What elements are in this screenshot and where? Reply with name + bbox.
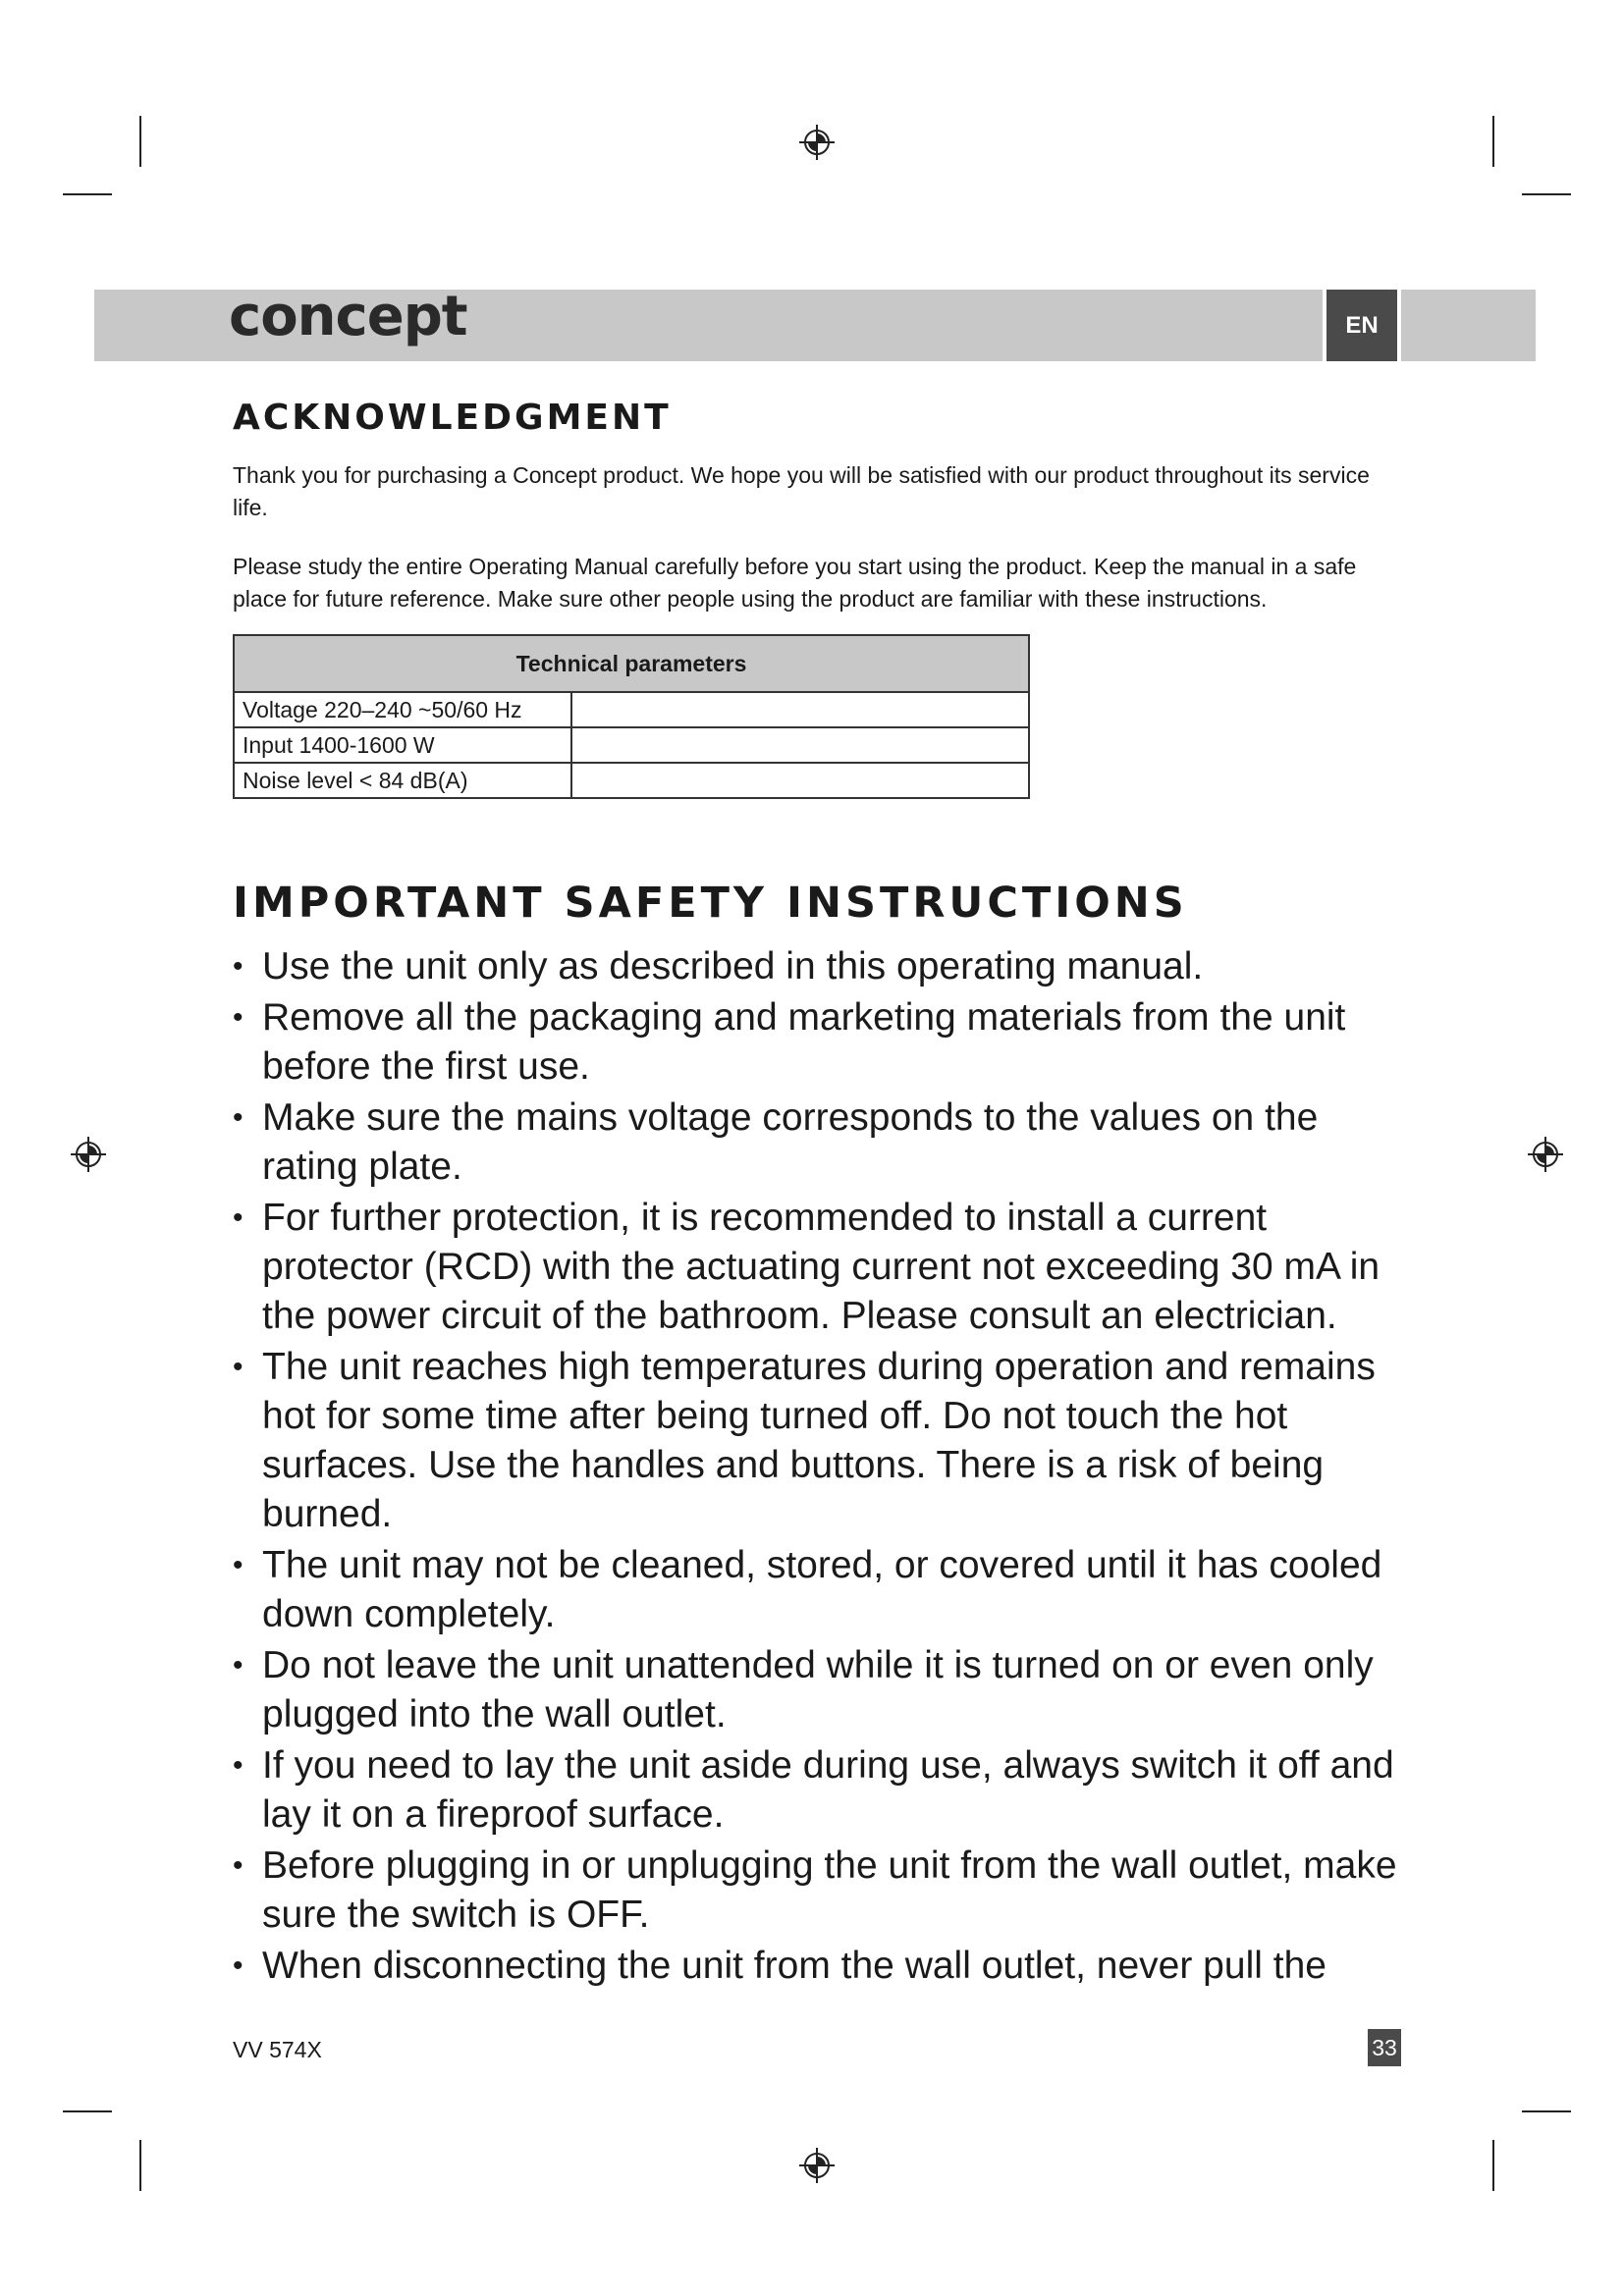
registration-mark-icon <box>799 2148 835 2183</box>
list-item: • Use the unit only as described in this operating manual. <box>233 942 1411 991</box>
list-item: • The unit may not be cleaned, stored, or covered until it has cooled down completely. <box>233 1541 1411 1639</box>
crop-mark <box>139 116 141 167</box>
list-item: • When disconnecting the unit from the wall outlet, never pull the <box>233 1942 1411 1991</box>
list-item: • For further protection, it is recommended to install a current protector (RCD) with the actuating current not exceeding 30 mA in the power circuit of the bathroom. Please consult an electrician. <box>233 1194 1411 1341</box>
technical-parameters-table <box>233 634 1030 799</box>
table-header: Technical parameters <box>234 635 1029 692</box>
table-cell-value <box>571 763 1029 798</box>
list-item: • Make sure the mains voltage corresponds to the values on the rating plate. <box>233 1094 1411 1192</box>
table-row <box>234 763 1029 798</box>
model-number: VV 574X <box>233 2037 322 2062</box>
brand-logo: concept <box>229 285 467 348</box>
list-item: • The unit reaches high temperatures during operation and remains hot for some time after being turned off. Do not touch the hot surfaces. Use the handles and buttons. There is a risk of being burned. <box>233 1343 1411 1539</box>
table-cell-label: Input 1400-1600 W <box>234 727 571 763</box>
list-item: • Do not leave the unit unattended while it is turned on or even only plugged into the wall outlet. <box>233 1641 1411 1739</box>
list-item: • Remove all the packaging and marketing materials from the unit before the first use. <box>233 993 1411 1092</box>
list-item: • If you need to lay the unit aside during use, always switch it off and lay it on a fireproof surface. <box>233 1741 1411 1840</box>
language-badge: EN <box>1323 290 1401 361</box>
crop-mark <box>63 193 112 195</box>
acknowledgment-title: ACKNOWLEDGMENT <box>233 398 672 438</box>
table-cell-value <box>571 692 1029 727</box>
crop-mark <box>1492 2140 1494 2191</box>
table-cell-label: Noise level < 84 dB(A) <box>234 763 571 798</box>
crop-mark <box>139 2140 141 2191</box>
crop-mark <box>1522 2110 1571 2112</box>
safety-list <box>233 942 1411 1993</box>
table-row <box>234 692 1029 727</box>
registration-mark-icon <box>71 1137 106 1172</box>
page-number: 33 <box>1368 2029 1401 2066</box>
safety-title: IMPORTANT SAFETY INSTRUCTIONS <box>233 879 1188 928</box>
crop-mark <box>63 2110 112 2112</box>
table-cell-value <box>571 727 1029 763</box>
registration-mark-icon <box>1528 1137 1563 1172</box>
table-row <box>234 727 1029 763</box>
list-item: • Before plugging in or unplugging the unit from the wall outlet, make sure the switch is OFF. <box>233 1842 1411 1940</box>
registration-mark-icon <box>799 125 835 160</box>
acknowledgment-paragraph-1: Thank you for purchasing a Concept product. We hope you will be satisfied with our product throughout its service life. <box>233 462 1370 520</box>
acknowledgment-paragraph-2: Please study the entire Operating Manual carefully before you start using the product. Keep the manual in a safe place for future reference. Make sure other people using the product are familiar with these instructions. <box>233 554 1357 612</box>
crop-mark <box>1492 116 1494 167</box>
table-cell-label: Voltage 220–240 ~50/60 Hz <box>234 692 571 727</box>
crop-mark <box>1522 193 1571 195</box>
